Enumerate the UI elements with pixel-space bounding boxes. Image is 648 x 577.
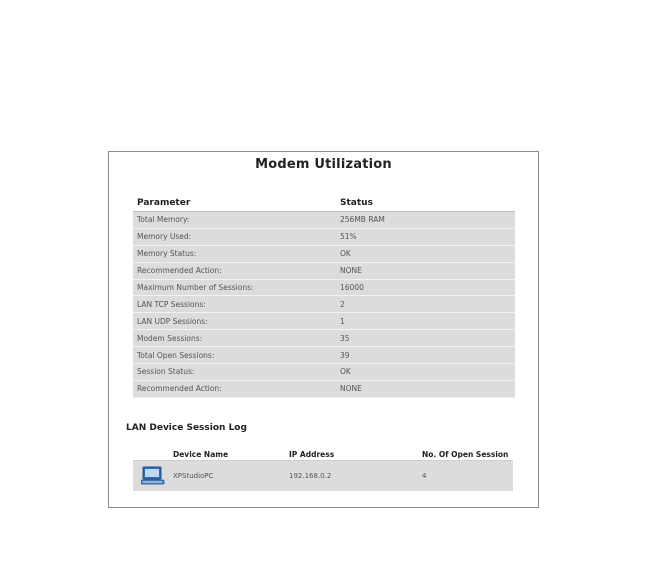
parameter-label: Total Memory:	[137, 215, 190, 225]
computer-icon	[133, 466, 173, 486]
table-row	[133, 364, 515, 381]
parameter-label: Maximum Number of Sessions:	[137, 283, 254, 292]
parameter-label: Session Status:	[137, 367, 195, 377]
ip-address-column-header: IP Address	[289, 449, 335, 459]
status-value: NONE	[340, 266, 362, 276]
parameter-table	[133, 194, 515, 398]
table-row	[133, 330, 515, 347]
parameter-label: LAN UDP Sessions:	[137, 316, 208, 326]
table-row	[133, 212, 515, 229]
table-row	[133, 313, 515, 330]
open-sessions-cell: 4	[422, 472, 427, 480]
session-log-title: LAN Device Session Log	[126, 423, 247, 433]
table-row	[133, 263, 515, 280]
open-sessions-column-header: No. Of Open Session	[422, 449, 509, 459]
session-log-header	[133, 448, 513, 461]
parameter-column-header: Parameter	[137, 197, 191, 208]
device-name-column-header: Device Name	[173, 449, 229, 459]
table-row	[133, 347, 515, 364]
ip-address-cell: 192.168.0.2	[289, 472, 332, 480]
parameter-label: Memory Used:	[137, 232, 192, 242]
status-value: 1	[340, 316, 345, 326]
status-value: OK	[340, 249, 351, 259]
status-value: 51%	[340, 232, 357, 242]
table-row	[133, 246, 515, 263]
parameter-label: LAN TCP Sessions:	[137, 299, 206, 309]
status-value: 256MB RAM	[340, 215, 385, 225]
parameter-label: Total Open Sessions:	[137, 350, 215, 360]
parameter-label: Recommended Action:	[137, 266, 222, 276]
page-title: Modem Utilization	[255, 157, 392, 172]
table-row	[133, 229, 515, 246]
parameter-label: Memory Status:	[137, 249, 197, 259]
status-value: 16000	[340, 283, 364, 292]
status-value: NONE	[340, 384, 362, 394]
status-value: 35	[340, 333, 350, 343]
parameter-table-header	[133, 194, 515, 212]
parameter-label: Modem Sessions:	[137, 333, 203, 343]
table-row	[133, 381, 515, 398]
table-row	[133, 461, 513, 491]
parameter-label: Recommended Action:	[137, 384, 222, 394]
session-log-table	[133, 448, 513, 491]
status-value: 2	[340, 299, 345, 309]
table-row	[133, 280, 515, 297]
modem-utilization-panel	[108, 151, 539, 508]
status-column-header: Status	[340, 197, 373, 208]
device-name-cell: XPStudioPC	[173, 472, 214, 480]
status-value: 39	[340, 350, 350, 360]
status-value: OK	[340, 367, 351, 377]
table-row	[133, 296, 515, 313]
